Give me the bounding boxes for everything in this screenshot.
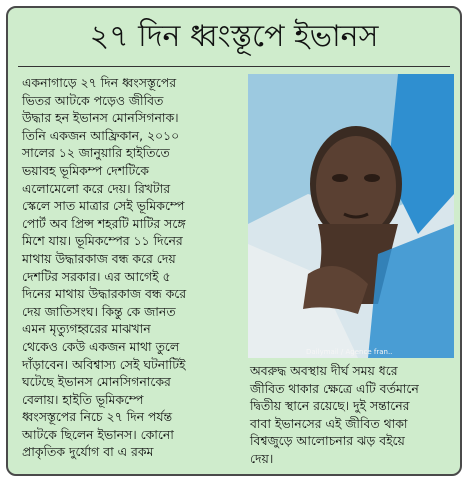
body-line: ঘটেছে ইভানস মোনসিগনাকের [22, 374, 171, 390]
photo-credit: Dailymail / Agence fran.. [306, 348, 393, 356]
survivor-photo-illustration [248, 74, 454, 358]
photo-caption [250, 362, 460, 468]
body-line: ধ্বংসস্তূপের নিচে ২৭ দিন পর্যন্ত [22, 409, 173, 425]
body-line: পোর্ট অব প্রিন্স শহরটি মাটির সঙ্গে [22, 215, 186, 231]
body-line: এমন মৃত্যুগহ্বরের মাঝখান [22, 321, 151, 337]
caption-line: অবরুদ্ধ অবস্থায় দীর্ঘ সময় ধরে [250, 363, 398, 378]
caption-line: দ্বিতীয় স্থানে রয়েছে। দুই সন্তানের [250, 398, 410, 414]
body-line: স্কেলে সাত মাত্রার সেই ভূমিকম্পে [22, 198, 185, 214]
body-line: ভয়াবহ ভূমিকম্প দেশটিকে [22, 162, 149, 178]
caption-line: বিশ্বজুড়ে আলোচনার ঝড় বইয়ে [250, 433, 405, 449]
body-line: তিনি একজন আফ্রিকান, ২০১০ [22, 127, 180, 143]
article-body [22, 74, 244, 461]
caption-line: বাবা ইভানসের এই জীবিত থাকা [250, 415, 408, 431]
body-line: প্রাকৃতিক দুর্যোগ বা এ রকম [22, 444, 154, 460]
body-line: থেকেও কেউ একজন মাথা তুলে [22, 338, 180, 354]
body-line: দেশটির সরকার। এর আগেই ৫ [22, 268, 171, 284]
caption-line: দেয়। [250, 450, 274, 466]
body-line: দিনের মাথায় উদ্ধারকাজ বন্ধ করে [22, 286, 187, 302]
body-line: দেয় জাতিসংঘ। কিন্তু কে জানত [22, 303, 176, 319]
body-line: সালের ১২ জানুয়ারি হাইতিতে [22, 145, 170, 161]
body-line: এলোমেলো করে দেয়। রিখটার [22, 180, 171, 196]
article-panel [6, 6, 462, 476]
headline-divider [18, 66, 450, 67]
body-line: মিশে যায়। ভূমিকম্পের ১১ দিনের [22, 233, 183, 249]
headline: ২৭ দিন ধ্বংস্তূপে ইভানস [89, 19, 379, 54]
body-line: একনাগাড়ে ২৭ দিন ধ্বংসস্তূপের [22, 75, 177, 90]
body-line: বেলায়। হাইতি ভূমিকম্পে [22, 391, 144, 407]
news-photo [248, 74, 454, 358]
body-line: মাথায় উদ্ধারকাজ বন্ধ করে দেয় [22, 250, 176, 266]
body-line: দাঁড়াবেন। অবিশ্বাস্য সেই ঘটনাটিই [22, 356, 186, 372]
caption-line: জীবিত থাকার ক্ষেত্রে এটি বর্তমানে [250, 380, 419, 396]
body-line: আটকে ছিলেন ইভানস। কোনো [22, 426, 174, 442]
body-line: উদ্ধার হন ইভানস মোনসিগনাক। [22, 110, 179, 126]
body-line: ভিতর আটকে পড়েও জীবিত [22, 92, 164, 108]
